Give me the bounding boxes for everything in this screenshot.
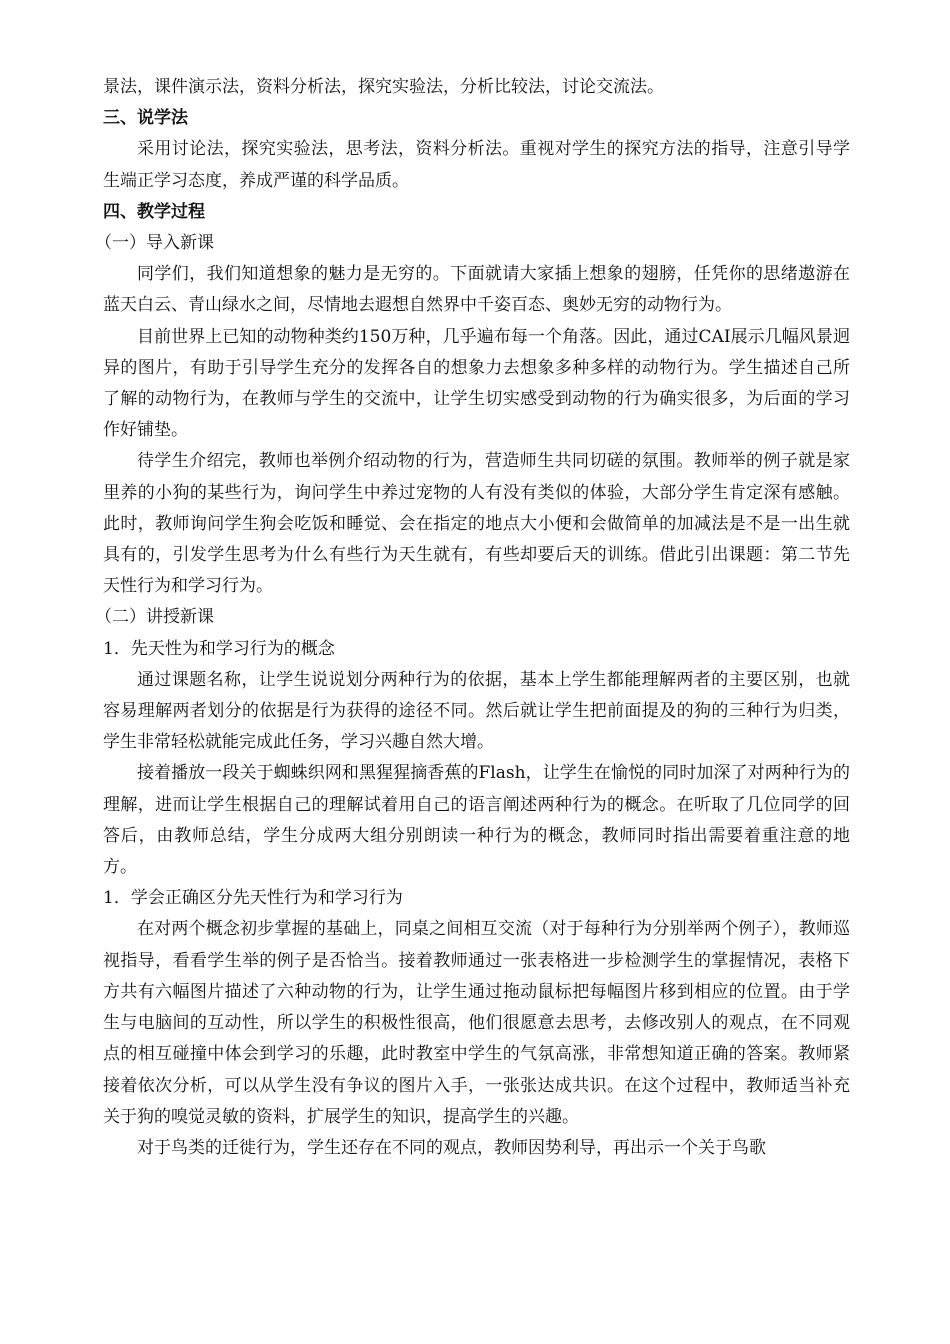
numbered-item: 1．先天性为和学习行为的概念 xyxy=(103,638,335,659)
paragraph: 同学们，我们知道想象的魅力是无穷的。下面就请大家插上想象的翅膀，任凭你的思绪遨游在蓝天白云、青山绿水之间，尽情地去遐想自然界中千姿百态、奥妙无穷的动物行为。 xyxy=(103,264,850,316)
paragraph: 在对两个概念初步掌握的基础上，同桌之间相互交流（对于每种行为分别举两个例子），教师巡视指导，看看学生举的例子是否恰当。接着教师通过一张表格进一步检测学生的掌握情况，表格下方共有六幅图片描述了六种动物的行为，让学生通过拖动鼠标把每幅图片移到相应的位置。由于学生与电脑间的互动性，所以学生的积极性很高，他们很愿意去思考，去修改别人的观点，在不同观点的相互碰撞中体会到学习的乐趣，此时教室中学生的气氛高涨，非常想知道正确的答案。教师紧接着依次分析，可以从学生没有争议的图片入手，一张张达成共识。在这个过程中，教师适当补充关于狗的嗅觉灵敏的资料，扩展学生的知识，提高学生的兴趣。 xyxy=(103,919,850,1127)
paragraph: 对于鸟类的迁徙行为，学生还存在不同的观点，教师因势利导，再出示一个关于鸟歌 xyxy=(137,1137,766,1158)
document-page xyxy=(95,72,850,1164)
section-heading-learning-methods: 三、说学法 xyxy=(103,108,188,129)
paragraph: 目前世界上已知的动物种类约150万种，几乎遍布每一个角落。因此，通过CAI展示几幅风景迥异的图片，有助于引导学生充分的发挥各自的想象力去想象多种多样的动物行为。学生描述自己所了解的动物行为，在教师与学生的交流中，让学生切实感受到动物的行为确实很多，为后面的学习作好铺垫。 xyxy=(103,326,850,441)
paragraph-continuation: 景法，课件演示法，资料分析法，探究实验法，分析比较法，讨论交流法。 xyxy=(103,77,664,97)
paragraph: 待学生介绍完，教师也举例介绍动物的行为，营造师生共同切磋的氛围。教师举的例子就是家里养的小狗的某些行为，询问学生中养过宠物的人有没有类似的体验，大部分学生肯定深有感触。此时，教师询问学生狗会吃饭和睡觉、会在指定的地点大小便和会做简单的加减法是不是一出生就具有的，引发学生思考为什么有些行为天生就有，有些却要后天的训练。借此引出课题：第二节先天性行为和学习行为。 xyxy=(103,451,850,597)
section-heading-teaching-process: 四、教学过程 xyxy=(103,201,205,222)
paragraph: 通过课题名称，让学生说说划分两种行为的依据，基本上学生都能理解两者的主要区别，也就容易理解两者划分的依据是行为获得的途径不同。然后就让学生把前面提及的狗的三种行为归类，学生非常轻松就能完成此任务，学习兴趣自然大增。 xyxy=(103,669,850,753)
subheading-new-lesson: （二）讲授新课 xyxy=(95,607,214,628)
paragraph: 采用讨论法，探究实验法，思考法，资料分析法。重视对学生的探究方法的指导，注意引导学生端正学习态度，养成严谨的科学品质。 xyxy=(103,139,850,191)
subheading-introduction: （一）导入新课 xyxy=(95,233,214,254)
numbered-item: 1．学会正确区分先天性行为和学习行为 xyxy=(103,888,403,909)
paragraph: 接着播放一段关于蜘蛛织网和黑猩猩摘香蕉的Flash，让学生在愉悦的同时加深了对两种行为的理解，进而让学生根据自己的理解试着用自己的语言阐述两种行为的概念。在听取了几位同学的回答后，由教师总结，学生分成两大组分别朗读一种行为的概念，教师同时指出需要着重注意的地方。 xyxy=(103,763,850,878)
